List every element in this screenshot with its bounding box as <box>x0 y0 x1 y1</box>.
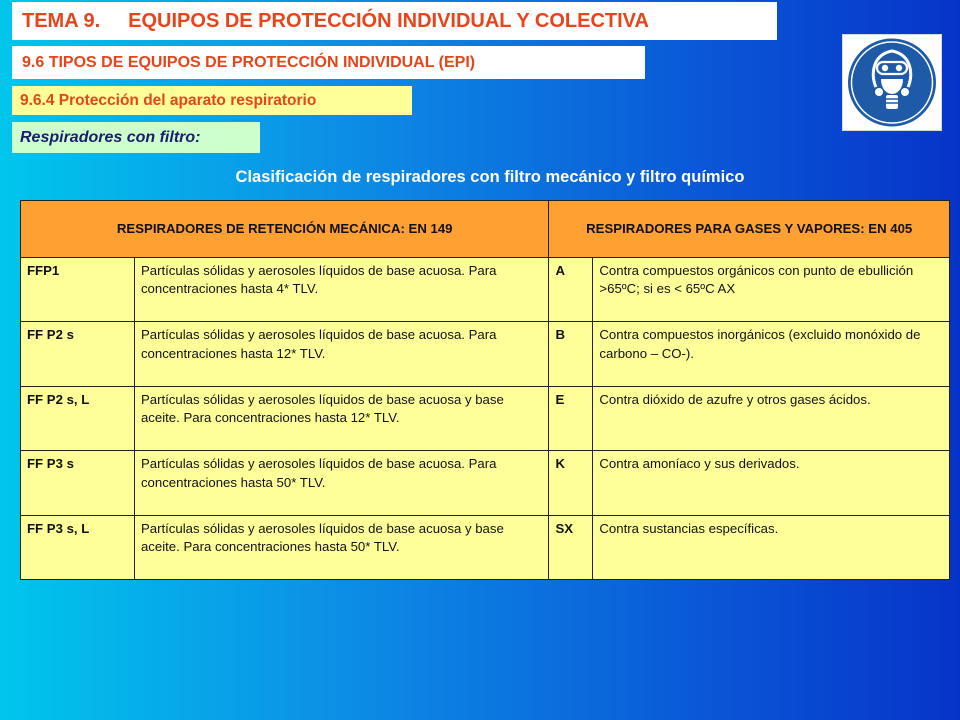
subsection-title: 9.6.4 Protección del aparato respiratorio <box>12 86 412 115</box>
table-row <box>21 322 950 386</box>
section-title: 9.6 TIPOS DE EQUIPOS DE PROTECCIÓN INDIVIDUAL (EPI) <box>12 46 645 79</box>
table-row <box>21 451 950 515</box>
tema-title-bar <box>12 2 777 40</box>
mech-code: FF P2 s <box>21 322 135 386</box>
header-gas-vapor: RESPIRADORES PARA GASES Y VAPORES: EN 405 <box>549 201 950 258</box>
gas-code: E <box>549 386 593 450</box>
mech-desc: Partículas sólidas y aerosoles líquidos de base acuosa y base aceite. Para concentraciones hasta 50* TLV. <box>134 515 549 579</box>
mech-code: FF P2 s, L <box>21 386 135 450</box>
mech-code: FFP1 <box>21 258 135 322</box>
mech-desc: Partículas sólidas y aerosoles líquidos de base acuosa y base aceite. Para concentraciones hasta 12* TLV. <box>134 386 549 450</box>
mech-desc: Partículas sólidas y aerosoles líquidos de base acuosa. Para concentraciones hasta 12* TLV. <box>134 322 549 386</box>
mech-code: FF P3 s, L <box>21 515 135 579</box>
table-caption: Clasificación de respiradores con filtro mecánico y filtro químico <box>235 168 745 186</box>
mech-desc: Partículas sólidas y aerosoles líquidos de base acuosa. Para concentraciones hasta 4* TLV. <box>134 258 549 322</box>
respirator-mask-sign-icon <box>842 34 942 131</box>
header-mechanical: RESPIRADORES DE RETENCIÓN MECÁNICA: EN 149 <box>21 201 549 258</box>
mech-code: FF P3 s <box>21 451 135 515</box>
gas-code: K <box>549 451 593 515</box>
table-row <box>21 258 950 322</box>
gas-desc: Contra amoníaco y sus derivados. <box>593 451 950 515</box>
topic-label: Respiradores con filtro: <box>12 122 260 153</box>
respirator-classification-table <box>20 200 950 580</box>
gas-desc: Contra sustancias específicas. <box>593 515 950 579</box>
table-header-row <box>21 201 950 258</box>
gas-desc: Contra dióxido de azufre y otros gases ácidos. <box>593 386 950 450</box>
mech-desc: Partículas sólidas y aerosoles líquidos de base acuosa. Para concentraciones hasta 50* TLV. <box>134 451 549 515</box>
gas-code: B <box>549 322 593 386</box>
tema-number: TEMA 9. <box>22 9 101 32</box>
gas-desc: Contra compuestos orgánicos con punto de ebullición >65ºC; si es < 65ºC AX <box>593 258 950 322</box>
gas-code: A <box>549 258 593 322</box>
table-row <box>21 515 950 579</box>
table-row <box>21 386 950 450</box>
tema-title: EQUIPOS DE PROTECCIÓN INDIVIDUAL Y COLECTIVA <box>128 9 649 32</box>
gas-code: SX <box>549 515 593 579</box>
gas-desc: Contra compuestos inorgánicos (excluido monóxido de carbono – CO-). <box>593 322 950 386</box>
